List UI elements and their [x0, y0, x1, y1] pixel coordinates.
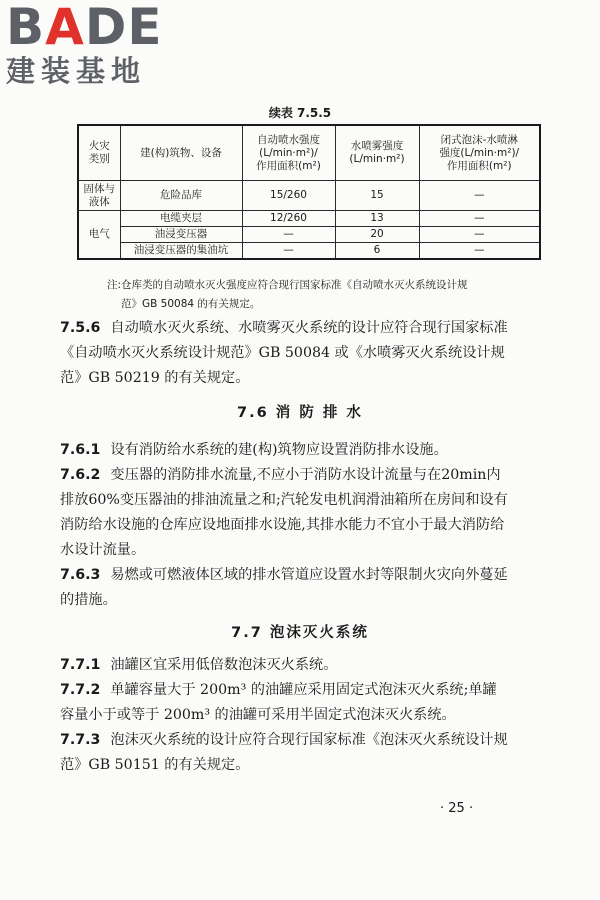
foam-cell: —: [419, 243, 540, 260]
clause-paragraph: [60, 728, 510, 778]
logo-wordmark: BADE: [6, 0, 163, 56]
clause-number: 7.7.3: [60, 732, 101, 748]
clause-text: 设有消防给水系统的建(构)筑物应设置消防排水设施。: [110, 442, 448, 458]
clause-text: 泡沫灭火系统的设计应符合现行国家标准《泡沫灭火系统设计规范》GB 50151 的有关规定。: [60, 732, 508, 773]
facility-cell: 电缆夹层: [120, 211, 242, 227]
spray-cell: 13: [335, 211, 419, 227]
sprinkler-cell: —: [242, 243, 335, 260]
section-7-7-body: [60, 653, 510, 778]
page-number: · 25 ·: [440, 801, 474, 816]
spray-cell: 6: [335, 243, 419, 260]
clause-number: 7.6.1: [60, 442, 101, 458]
fire-suppression-table: [77, 124, 541, 260]
section-heading-7-6: 7.6 消 防 排 水: [237, 405, 363, 421]
clause-paragraph: [60, 563, 510, 613]
spray-cell: 20: [335, 227, 419, 243]
foam-cell: —: [419, 211, 540, 227]
facility-cell: 油浸变压器: [120, 227, 242, 243]
category-cell: 固体与 液体: [78, 181, 120, 211]
spray-cell: 15: [335, 181, 419, 211]
clause-number: 7.7.2: [60, 682, 101, 698]
foam-cell: —: [419, 227, 540, 243]
note-line: 注:仓库类的自动喷水灭火强度应符合现行国家标准《自动喷水灭火系统设计规: [107, 279, 468, 291]
foam-cell: —: [419, 181, 540, 211]
clause-number: 7.7.1: [60, 657, 101, 673]
clause-7-5-6: [60, 316, 510, 391]
table-note: [107, 276, 547, 314]
facility-cell: 油浸变压器的集油坑: [120, 243, 242, 260]
sprinkler-cell: 12/260: [242, 211, 335, 227]
table-caption: 续表 7.5.5: [268, 106, 332, 120]
header-category: 火灾 类别: [78, 125, 120, 181]
facility-cell: 危险品库: [120, 181, 242, 211]
section-7-6-body: [60, 438, 510, 613]
clause-text: 单罐容量大于 200m³ 的油罐应采用固定式泡沫灭火系统;单罐容量小于或等于 200m³ 的油罐可采用半固定式泡沫灭火系统。: [60, 682, 497, 723]
logo-subtitle: 建装基地: [6, 54, 147, 88]
clause-paragraph: [60, 316, 510, 391]
table-row: [78, 211, 540, 227]
table-row: [78, 181, 540, 211]
clause-text: 易燃或可燃液体区域的排水管道应设置水封等限制火灾向外蔓延的措施。: [60, 567, 508, 608]
clause-paragraph: [60, 678, 510, 728]
table-row: [78, 227, 540, 243]
clause-paragraph: [60, 653, 510, 678]
note-line: 范》GB 50084 的有关规定。: [121, 298, 261, 310]
table-row: [78, 243, 540, 260]
clause-paragraph: [60, 463, 510, 563]
header-foam: 闭式泡沫-水喷淋 强度(L/min·m²)/ 作用面积(m²): [419, 125, 540, 181]
header-facility: 建(构)筑物、设备: [120, 125, 242, 181]
sprinkler-cell: 15/260: [242, 181, 335, 211]
clause-number: 7.6.2: [60, 467, 101, 483]
clause-paragraph: [60, 438, 510, 463]
category-cell: 电气: [78, 211, 120, 260]
clause-text: 自动喷水灭火系统、水喷雾灭火系统的设计应符合现行国家标准《自动喷水灭火系统设计规范》GB 50084 或《水喷雾灭火系统设计规范》GB 50219 的有关规定。: [60, 320, 508, 386]
table-header-row: [78, 125, 540, 181]
clause-text: 油罐区宜采用低倍数泡沫灭火系统。: [110, 657, 338, 673]
clause-text: 变压器的消防排水流量,不应小于消防水设计流量与在20min内排放60%变压器油的排油流量之和;汽轮发电机润滑油箱所在房间和设有消防给水设施的仓库应设地面排水设施,其排水能力不宜小于最大消防给水设计流量。: [60, 467, 508, 558]
clause-number: 7.6.3: [60, 567, 101, 583]
header-spray: 水喷雾强度 (L/min·m²): [335, 125, 419, 181]
section-heading-7-7: 7.7 泡沫灭火系统: [231, 625, 369, 641]
brand-logo: [6, 2, 176, 88]
sprinkler-cell: —: [242, 227, 335, 243]
header-sprinkler: 自动喷水强度 (L/min·m²)/ 作用面积(m²): [242, 125, 335, 181]
clause-number: 7.5.6: [60, 320, 101, 336]
